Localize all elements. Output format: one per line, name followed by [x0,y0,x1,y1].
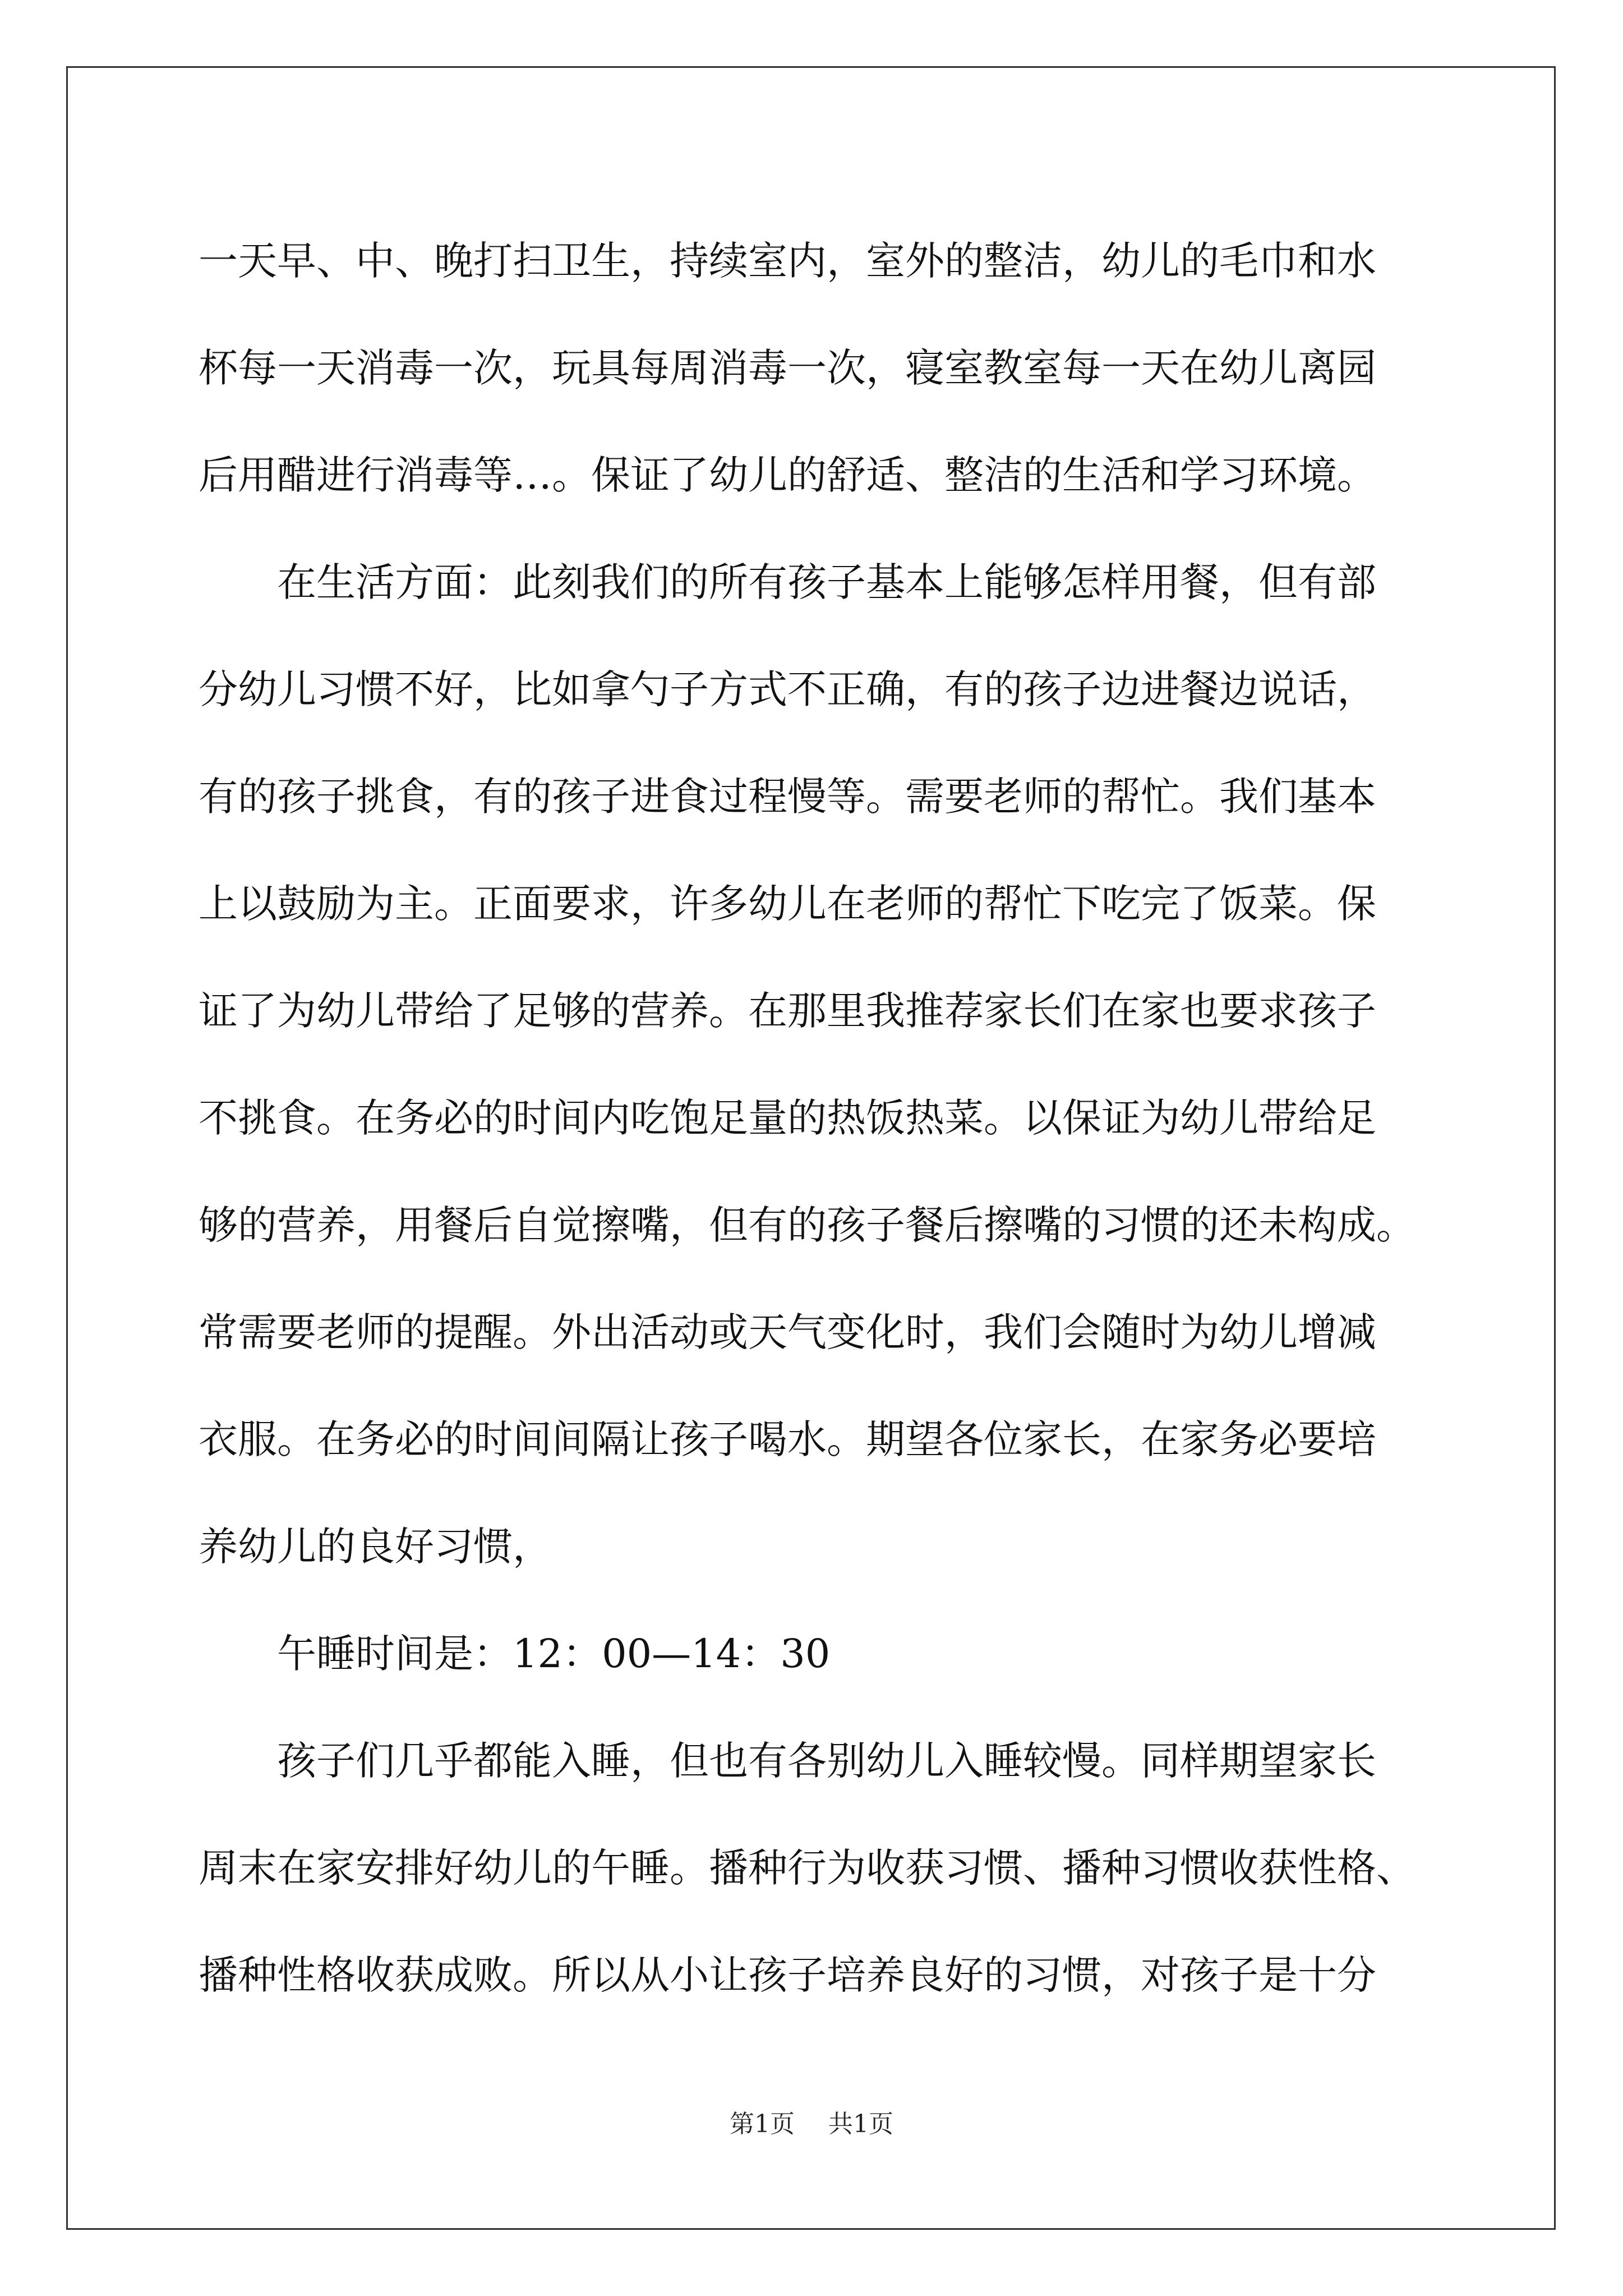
text-line: 一天早、中、晚打扫卫生，持续室内，室外的整洁，幼儿的毛巾和水 [199,238,1376,284]
text-line: 够的营养，用餐后自觉擦嘴，但有的孩子餐后擦嘴的习惯的还未构成。 [199,1202,1415,1248]
page-number-current: 第1页 [730,2110,795,2138]
text-line: 分幼儿习惯不好，比如拿勺子方式不正确，有的孩子边进餐边说话， [199,666,1376,712]
text-line: 有的孩子挑食，有的孩子进食过程慢等。需要老师的帮忙。我们基本 [199,774,1376,820]
text-line: 午睡时间是：12：00—14：30 [277,1631,831,1677]
text-line: 播种性格收获成败。所以从小让孩子培养良好的习惯，对孩子是十分 [199,1952,1376,1998]
text-line: 在生活方面：此刻我们的所有孩子基本上能够怎样用餐，但有部 [277,559,1376,605]
document-body [199,208,1449,2029]
text-line: 养幼儿的良好习惯， [199,1524,552,1570]
text-line: 杯每一天消毒一次，玩具每周消毒一次，寝室教室每一天在幼儿离园 [199,345,1376,391]
text-line: 不挑食。在务必的时间内吃饱足量的热饭热菜。以保证为幼儿带给足 [199,1095,1376,1141]
text-line: 常需要老师的提醒。外出活动或天气变化时，我们会随时为幼儿增减 [199,1309,1376,1355]
page-number-total: 共1页 [828,2110,893,2138]
text-line: 后用醋进行消毒等…。保证了幼儿的舒适、整洁的生活和学习环境。 [199,452,1376,498]
text-line: 上以鼓励为主。正面要求，许多幼儿在老师的帮忙下吃完了饭菜。保 [199,881,1376,927]
text-line: 周末在家安排好幼儿的午睡。播种行为收获习惯、播种习惯收获性格、 [199,1845,1415,1891]
text-line: 孩子们几乎都能入睡，但也有各别幼儿入睡较慢。同样期望家长 [277,1738,1376,1784]
text-line: 衣服。在务必的时间间隔让孩子喝水。期望各位家长，在家务必要培 [199,1416,1376,1462]
text-line: 证了为幼儿带给了足够的营养。在那里我推荐家长们在家也要求孩子 [199,988,1376,1034]
page-footer [0,2104,1623,2139]
